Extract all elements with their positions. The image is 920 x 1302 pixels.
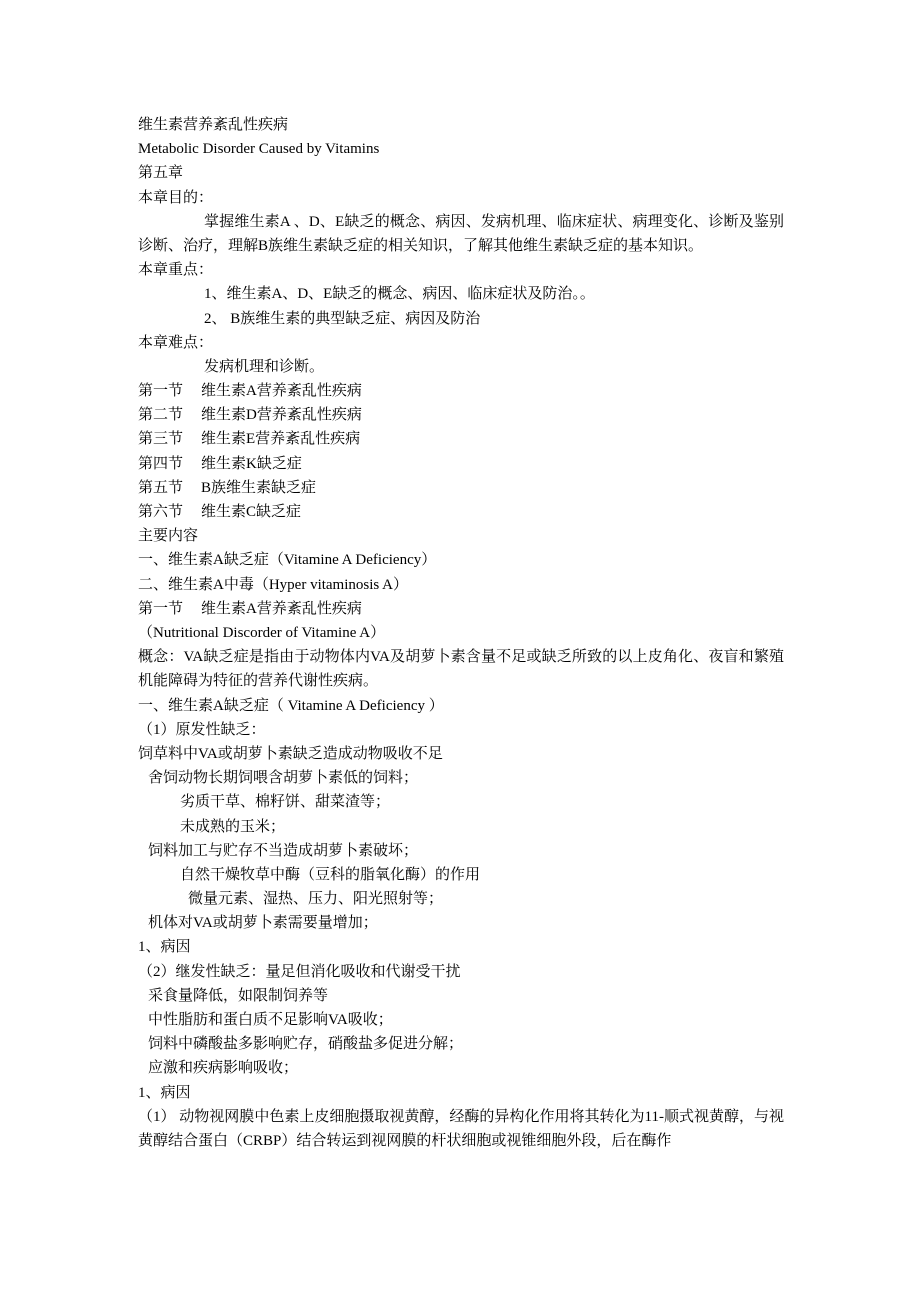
section-item: [138, 403, 784, 427]
section-number: 第六节: [138, 504, 184, 521]
objectives-heading: 本章目的：: [138, 189, 214, 206]
etiology-heading: 1、病因: [138, 939, 191, 956]
mechanism-paragraph: （1） 动物视网膜中色素上皮细胞摄取视黄醇，经酶的异构化作用将其转化为11-顺式视黄醇，与视黄醇结合蛋白（CRBP）结合转运到视网膜的杆状细胞或视锥细胞外段，后在酶作: [138, 1108, 784, 1149]
section1-title: 维生素A营养紊乱性疾病: [201, 600, 362, 617]
primary-line: 未成熟的玉米；: [180, 818, 286, 835]
primary-line: 饲草料中VA或胡萝卜素缺乏造成动物吸收不足: [138, 745, 443, 762]
section-item: [138, 427, 784, 451]
difficulties-heading: 本章难点：: [138, 334, 214, 351]
section-item: [138, 500, 784, 524]
section-number: 第五节: [138, 479, 184, 496]
etiology-heading: 1、病因: [138, 1084, 191, 1101]
section-item: [138, 379, 784, 403]
section-title: 维生素E营养紊乱性疾病: [201, 431, 361, 448]
main-content-heading: 主要内容: [138, 528, 199, 545]
chapter-label: 第五章: [138, 165, 184, 182]
primary-line: 自然干燥牧草中酶（豆科的脂氧化酶）的作用: [180, 866, 481, 883]
section-number: 第三节: [138, 431, 184, 448]
secondary-deficiency-heading: （2）继发性缺乏：量足但消化吸收和代谢受干扰: [138, 963, 461, 980]
key-point-2: 2、 B族维生素的典型缺乏症、病因及防治: [204, 310, 481, 327]
section-item: [138, 476, 784, 500]
va-deficiency-heading: 一、维生素A缺乏症（ Vitamine A Deficiency ）: [138, 697, 444, 714]
secondary-line: 饲料中磷酸盐多影响贮存，硝酸盐多促进分解；: [148, 1036, 464, 1053]
section-title: 维生素C缺乏症: [201, 504, 302, 521]
section1-number: 第一节: [138, 600, 184, 617]
main-content-item-1: 一、维生素A缺乏症（Vitamine A Deficiency）: [138, 552, 437, 569]
document-subtitle: Metabolic Disorder Caused by Vitamins: [138, 141, 380, 158]
primary-deficiency-heading: （1）原发性缺乏：: [138, 721, 266, 738]
key-points-heading: 本章重点：: [138, 262, 214, 279]
section-title: B族维生素缺乏症: [201, 479, 317, 496]
primary-line: 劣质干草、棉籽饼、甜菜渣等；: [180, 794, 391, 811]
main-content-item-2: 二、维生素A中毒（Hyper vitaminosis A）: [138, 576, 408, 593]
section-title: 维生素D营养紊乱性疾病: [201, 407, 362, 424]
section-item: [138, 452, 784, 476]
section-number: 第一节: [138, 383, 184, 400]
secondary-line: 中性脂肪和蛋白质不足影响VA吸收；: [148, 1012, 393, 1028]
objectives-text: 掌握维生素A 、D、E缺乏的概念、病因、发病机理、临床症状、病理变化、诊断及鉴别诊断、治疗，理解B族维生素缺乏症的相关知识，了解其他维生素缺乏症的基本知识。: [138, 213, 784, 254]
section-title: 维生素K缺乏症: [201, 455, 302, 472]
document-title: 维生素营养紊乱性疾病: [138, 117, 289, 133]
primary-line: 微量元素、湿热、压力、阳光照射等；: [188, 891, 444, 908]
primary-line: 饲料加工与贮存不当造成胡萝卜素破坏；: [148, 842, 419, 859]
secondary-line: 采食量降低，如限制饲养等: [148, 987, 329, 1004]
primary-line: 舍饲动物长期饲喂含胡萝卜素低的饲料；: [148, 770, 419, 787]
section-number: 第二节: [138, 407, 184, 424]
section-number: 第四节: [138, 455, 184, 472]
section-list: [138, 379, 784, 524]
section-title: 维生素A营养紊乱性疾病: [201, 383, 362, 400]
key-point-1: 1、维生素A、D、E缺乏的概念、病因、临床症状及防治。。: [204, 286, 595, 303]
difficulties-text: 发病机理和诊断。: [204, 358, 325, 375]
concept-paragraph: 概念：VA缺乏症是指由于动物体内VA及胡萝卜素含量不足或缺乏所致的以上皮角化、夜盲和繁殖机能障碍为特征的营养代谢性疾病。: [138, 649, 784, 690]
secondary-line: 应激和疾病影响吸收；: [148, 1060, 299, 1077]
section1-heading: [138, 597, 784, 621]
section1-english-title: （Nutritional Discorder of Vitamine A）: [138, 624, 386, 641]
document-body: [138, 113, 784, 1153]
primary-line: 机体对VA或胡萝卜素需要量增加；: [148, 915, 378, 932]
